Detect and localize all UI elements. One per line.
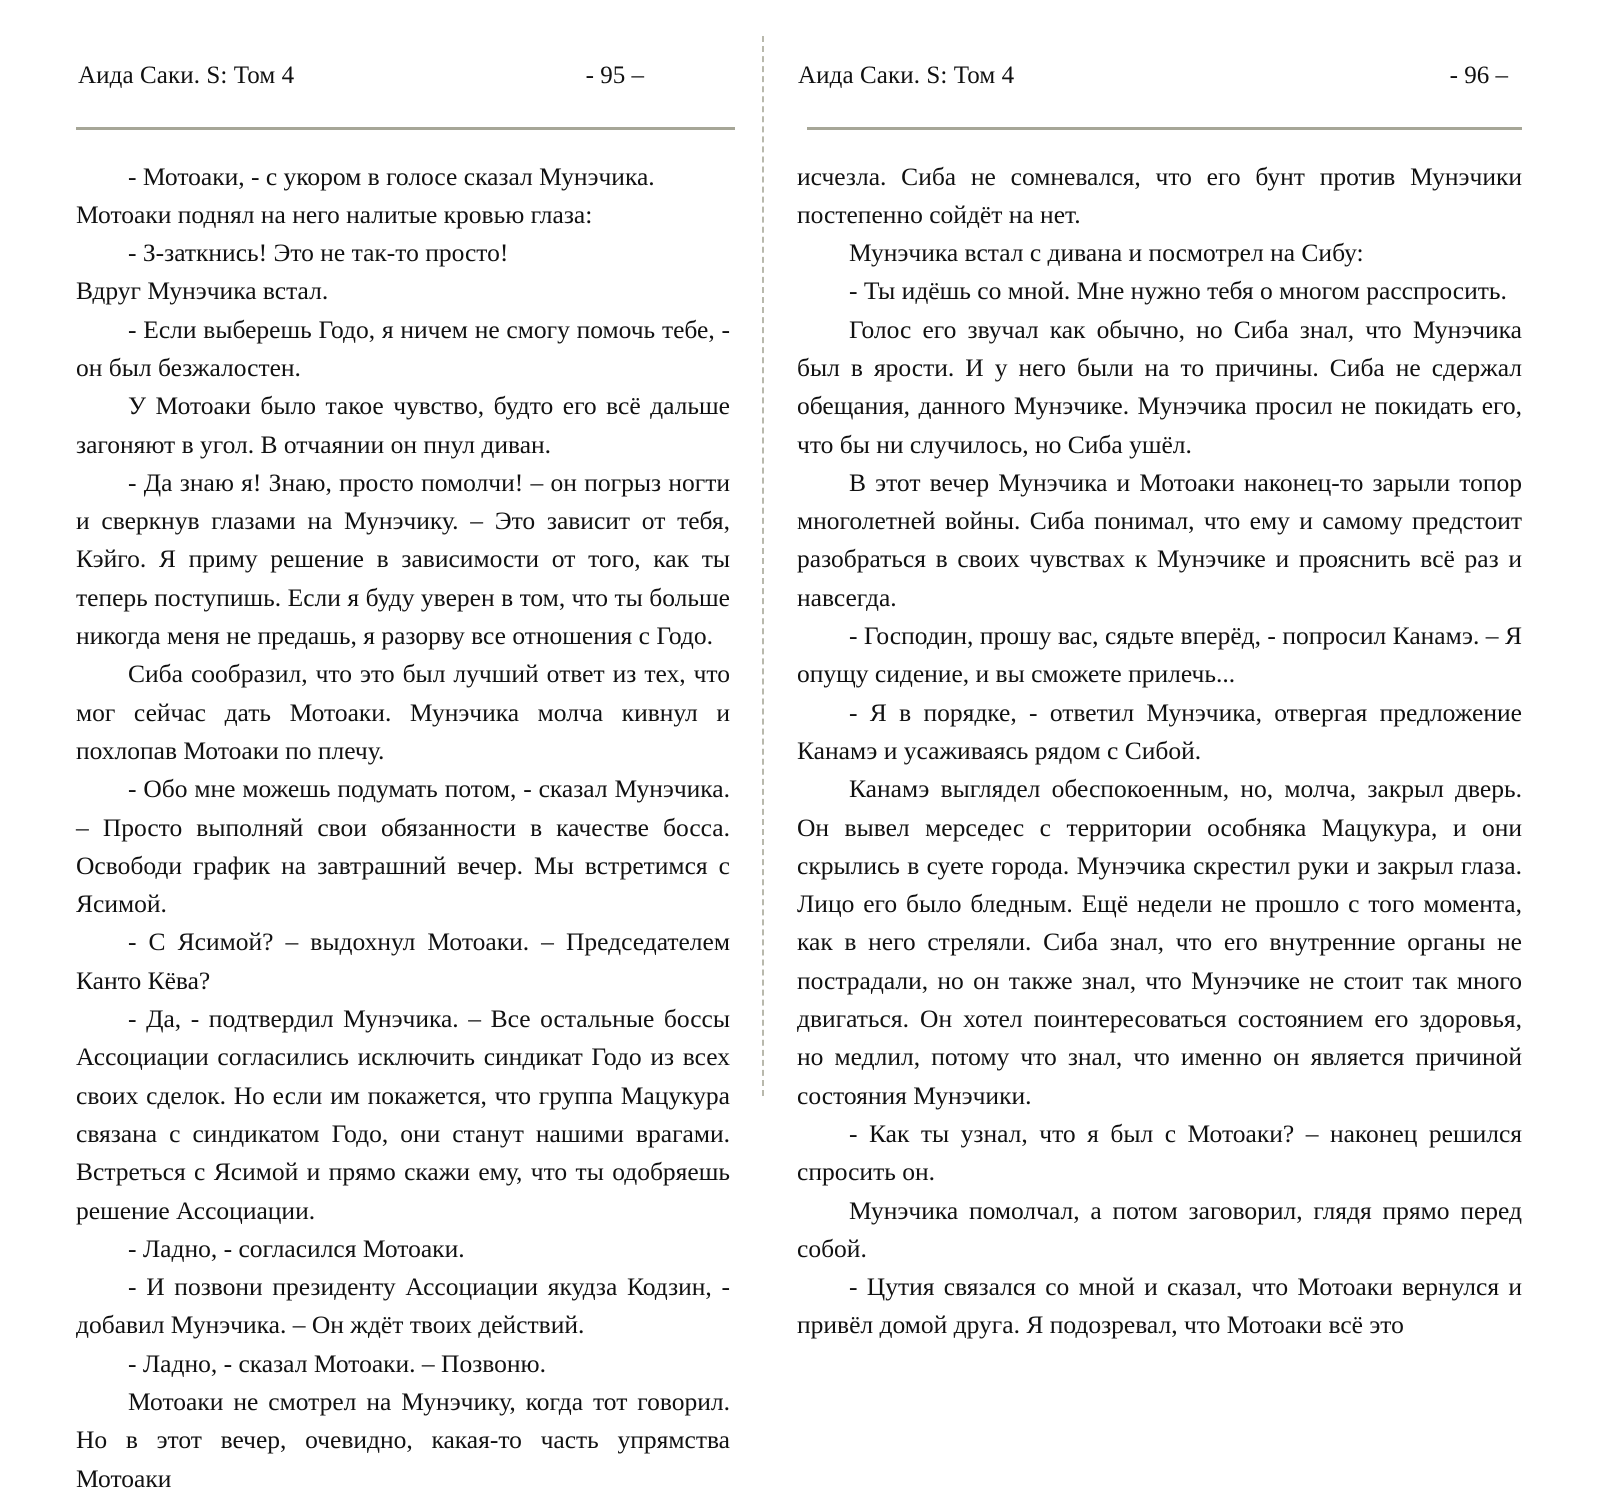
paragraph: - Если выберешь Годо, я ничем не смогу помочь тебе, - он был безжалостен. bbox=[76, 314, 730, 382]
paragraph: - Ладно, - согласился Мотоаки. bbox=[128, 1233, 465, 1263]
page-left-body bbox=[76, 158, 730, 1498]
paragraph: Сиба сообразил, что это был лучший ответ из тех, что мог сейчас дать Мотоаки. Мунэчика молча кивнул и похлопав Мотоаки по плечу. bbox=[76, 659, 730, 765]
paragraph: Мотоаки не смотрел на Мунэчику, когда тот говорил. Но в этот вечер, очевидно, какая-то часть упрямства Мотоаки bbox=[76, 1387, 730, 1493]
paragraph: Мотоаки поднял на него налитые кровью глаза: bbox=[76, 199, 593, 229]
running-title-left: Аида Саки. S: Том 4 bbox=[78, 62, 295, 89]
paragraph: - Как ты узнал, что я был с Мотоаки? – наконец решился спросить он. bbox=[797, 1118, 1522, 1187]
header-rule-right bbox=[807, 127, 1522, 130]
paragraph: Вдруг Мунэчика встал. bbox=[76, 276, 329, 306]
paragraph: - Ты идёшь со мной. Мне нужно тебя о многом расспросить. bbox=[849, 276, 1507, 306]
paragraph: Голос его звучал как обычно, но Сиба знал, что Мунэчика был в ярости. И у него были на то причины. Сиба не сдержал обещания, данного Мунэчике. Мунэчика просил не покидать его, что бы ни случилось, но Сиба ушёл. bbox=[797, 314, 1522, 459]
page-right-body bbox=[797, 158, 1522, 1345]
paragraph: В этот вечер Мунэчика и Мотоаки наконец-то зарыли топор многолетней войны. Сиба понимал, что ему и самому предстоит разобраться в своих чувствах к Мунэчике и прояснить всё раз и навсегда. bbox=[797, 467, 1522, 612]
paragraph: исчезла. Сиба не сомневался, что его бунт против Мунэчики постепенно сойдёт на нет. bbox=[797, 161, 1522, 229]
header-rule-left bbox=[76, 127, 735, 130]
page-left bbox=[0, 0, 762, 1493]
page-left-header bbox=[78, 62, 644, 90]
paragraph: - И позвони президенту Ассоциации якудза Кодзин, - добавил Мунэчика. – Он ждёт твоих действий. bbox=[76, 1272, 730, 1340]
paragraph: - Я в порядке, - ответил Мунэчика, отвергая предложение Канамэ и усаживаясь рядом с Сибой. bbox=[797, 697, 1522, 765]
paragraph: Мунэчика помолчал, а потом заговорил, глядя прямо перед собой. bbox=[797, 1195, 1522, 1263]
running-title-right: Аида Саки. S: Том 4 bbox=[798, 62, 1015, 89]
folio-left: - 95 – bbox=[585, 62, 644, 89]
paragraph: - Ладно, - сказал Мотоаки. – Позвоню. bbox=[128, 1348, 546, 1378]
paragraph: Канамэ выглядел обеспокоенным, но, молча, закрыл дверь. Он вывел мерседес с территории особняка Мацукура, и они скрылись в суете города. Мунэчика скрестил руки и закрыл глаза. Лицо его было бледным. Ещё недели не прошло с того момента, как в него стреляли. Сиба знал, что его внутренние органы не пострадали, но он также знал, что Мунэчике не стоит так много двигаться. Он хотел поинтересоваться состоянием его здоровья, но медлил, потому что знал, что именно он является причиной состояния Мунэчики. bbox=[797, 774, 1522, 1110]
paragraph: - С Ясимой? – выдохнул Мотоаки. – Председателем Канто Кёва? bbox=[76, 927, 730, 995]
paragraph: У Мотоаки было такое чувство, будто его всё дальше загоняют в угол. В отчаянии он пнул диван. bbox=[76, 391, 730, 459]
paragraph: - Обо мне можешь подумать потом, - сказал Мунэчика. – Просто выполняй свои обязанности в качестве босса. Освободи график на завтрашний вечер. Мы встретимся с Ясимой. bbox=[76, 774, 730, 919]
paragraph: - Господин, прошу вас, сядьте вперёд, - попросил Канамэ. – Я опущу сидение, и вы сможете прилечь... bbox=[797, 621, 1522, 689]
paragraph: - Цутия связался со мной и сказал, что Мотоаки вернулся и привёл домой друга. Я подозревал, что Мотоаки всё это bbox=[797, 1272, 1522, 1340]
page-right-header bbox=[778, 62, 1508, 90]
paragraph: - Да знаю я! Знаю, просто помолчи! – он погрыз ногти и сверкнув глазами на Мунэчику. – Это зависит от тебя, Кэйго. Я приму решение в зависимости от того, как ты теперь поступишь. Если я буду уверен в том, что ты больше никогда меня не предашь, я разорву все отношения с Годо. bbox=[76, 467, 730, 651]
paragraph: - Мотоаки, - с укором в голосе сказал Мунэчика. bbox=[128, 161, 655, 191]
paragraph: - З-заткнись! Это не так-то просто! bbox=[128, 238, 509, 268]
page-right bbox=[762, 0, 1600, 1340]
paragraph: - Да, - подтвердил Мунэчика. – Все остальные боссы Ассоциации согласились исключить синдикат Годо из всех своих сделок. Но если им покажется, что группа Мацукура связана с синдикатом Годо, они станут нашими врагами. Встреться с Ясимой и прямо скажи ему, что ты одобряешь решение Ассоциации. bbox=[76, 1004, 730, 1225]
folio-right: - 96 – bbox=[1449, 62, 1508, 89]
paragraph: Мунэчика встал с дивана и посмотрел на Сибу: bbox=[849, 238, 1364, 268]
